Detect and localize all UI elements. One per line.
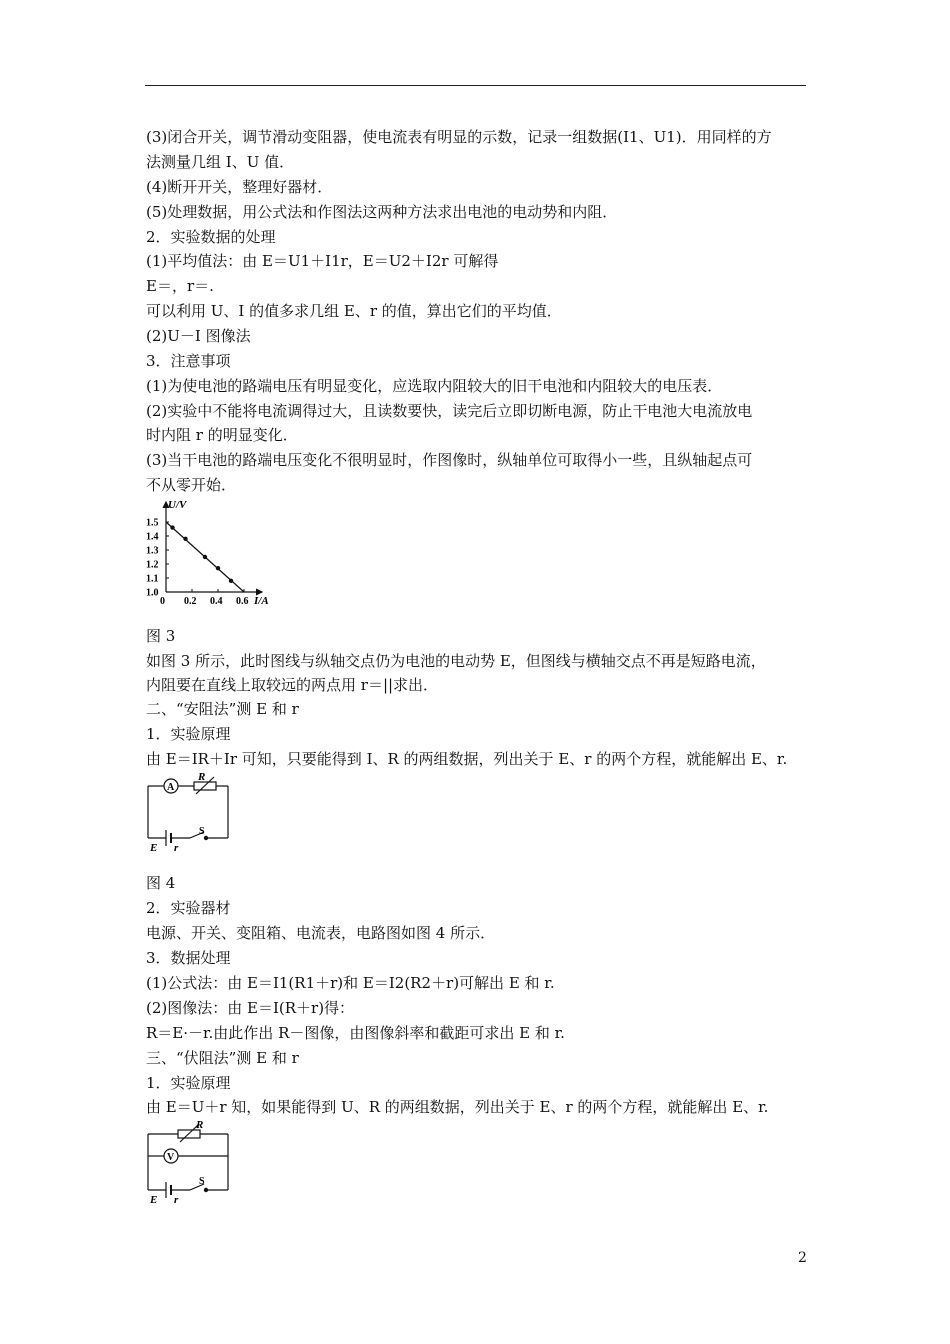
y-tick-label: 1.5 — [146, 517, 159, 529]
y-tick-label: 1.1 — [146, 573, 159, 585]
text-line: 内阻要在直线上取较远的两点用 r＝||求出． — [146, 676, 439, 694]
data-point — [203, 555, 207, 559]
switch-label: S — [199, 826, 205, 837]
voltmeter-label: V — [167, 1152, 175, 1163]
text-line: (2)图像法：由 E＝I(R＋r)得： — [146, 999, 355, 1017]
text-line: (2)U－I 图像法 — [146, 327, 251, 345]
page-number: 2 — [798, 1250, 807, 1266]
text-line: (2)实验中不能将电流调得过大，且读数要快，读完后立即切断电源，防止干电池大电流放电 — [146, 402, 753, 420]
ui-chart — [142, 496, 282, 608]
section-heading: 二、“安阻法”测 E 和 r — [146, 700, 299, 718]
text-line: R＝E·－r.由此作出 R－图像，由图像斜率和截距可求出 E 和 r. — [146, 1024, 565, 1042]
text-line: 时内阻 r 的明显变化． — [146, 426, 298, 444]
text-line: (4)断开开关，整理好器材． — [146, 178, 333, 196]
section-heading: 三、“伏阻法”测 E 和 r — [146, 1049, 299, 1067]
data-point — [229, 579, 233, 583]
figure-3-caption: 图 3 — [146, 627, 176, 645]
text-line: E＝，r＝. — [146, 277, 214, 295]
text-line: (3)闭合开关，调节滑动变阻器，使电流表有明显的示数，记录一组数据(I1、U1)．用同样的方 — [146, 128, 772, 146]
internal-resistance-label: r — [174, 842, 179, 852]
text-line: 如图 3 所示，此时图线与纵轴交点仍为电池的电动势 E，但图线与横轴交点不再是短路电流， — [146, 652, 766, 670]
y-tick-label: 1.4 — [146, 531, 159, 543]
text-line: (3)当干电池的路端电压变化不很明显时，作图像时，纵轴单位可取得小一些，且纵轴起点可 — [146, 451, 753, 469]
y-tick-label: 1.2 — [146, 559, 159, 571]
text-line: 由 E＝U＋r 知，如果能得到 U、R 的两组数据，列出关于 E、r 的两个方程，就能解出 E、r. — [146, 1098, 769, 1116]
figure-4-caption: 图 4 — [146, 874, 176, 892]
circuit-voltmeter-resistor — [142, 1118, 236, 1204]
resistor-label: R — [196, 1119, 204, 1131]
x-axis-label: I/A — [254, 595, 269, 607]
text-line: 由 E＝IR＋Ir 可知，只要能得到 I、R 的两组数据，列出关于 E、r 的两个方程，就能解出 E、r. — [146, 750, 788, 768]
circuit-ammeter-resistor — [142, 770, 236, 852]
internal-resistance-label: r — [174, 1194, 179, 1204]
text-line: 不从零开始． — [146, 476, 237, 494]
text-line: (5)处理数据，用公式法和作图法这两种方法求出电池的电动势和内阻． — [146, 203, 618, 221]
emf-label: E — [150, 842, 158, 852]
section-heading: 3．注意事项 — [146, 352, 231, 370]
ammeter-label: A — [167, 782, 175, 793]
section-heading: 1．实验原理 — [146, 725, 231, 743]
data-point — [183, 537, 187, 541]
text-line: 法测量几组 I、U 值． — [146, 153, 295, 171]
header-rule — [145, 85, 806, 86]
y-axis-label: U/V — [168, 499, 187, 511]
section-heading: 2．实验器材 — [146, 899, 231, 917]
origin-label: 0 — [160, 596, 165, 607]
figure-4-circuit — [142, 770, 236, 856]
switch-label: S — [199, 1176, 205, 1187]
text-line: 电源、开关、变阻箱、电流表，电路图如图 4 所示． — [146, 924, 496, 942]
x-tick-label: 0.6 — [236, 596, 249, 607]
data-point — [216, 566, 220, 570]
emf-label: E — [150, 1194, 158, 1204]
text-line: 可以利用 U、I 的值多求几组 E、r 的值，算出它们的平均值． — [146, 302, 562, 320]
x-tick-label: 0.2 — [184, 596, 197, 607]
data-point — [170, 525, 174, 529]
text-line: (1)为使电池的路端电压有明显变化，应选取内阻较大的旧干电池和内阻较大的电压表． — [146, 377, 723, 395]
text-line: (1)公式法：由 E＝I1(R1＋r)和 E＝I2(R2＋r)可解出 E 和 r. — [146, 974, 555, 992]
section-heading: 2．实验数据的处理 — [146, 228, 276, 246]
figure-3-ui-graph — [142, 496, 282, 612]
section-heading: 1．实验原理 — [146, 1074, 231, 1092]
figure-5-circuit — [142, 1118, 236, 1208]
y-tick-label: 1.0 — [146, 587, 159, 599]
y-tick-label: 1.3 — [146, 545, 159, 557]
x-tick-label: 0.4 — [210, 596, 223, 607]
section-heading: 3．数据处理 — [146, 949, 231, 967]
resistor-label: R — [198, 771, 206, 783]
text-line: (1)平均值法：由 E＝U1＋I1r，E＝U2＋I2r 可解得 — [146, 252, 499, 270]
